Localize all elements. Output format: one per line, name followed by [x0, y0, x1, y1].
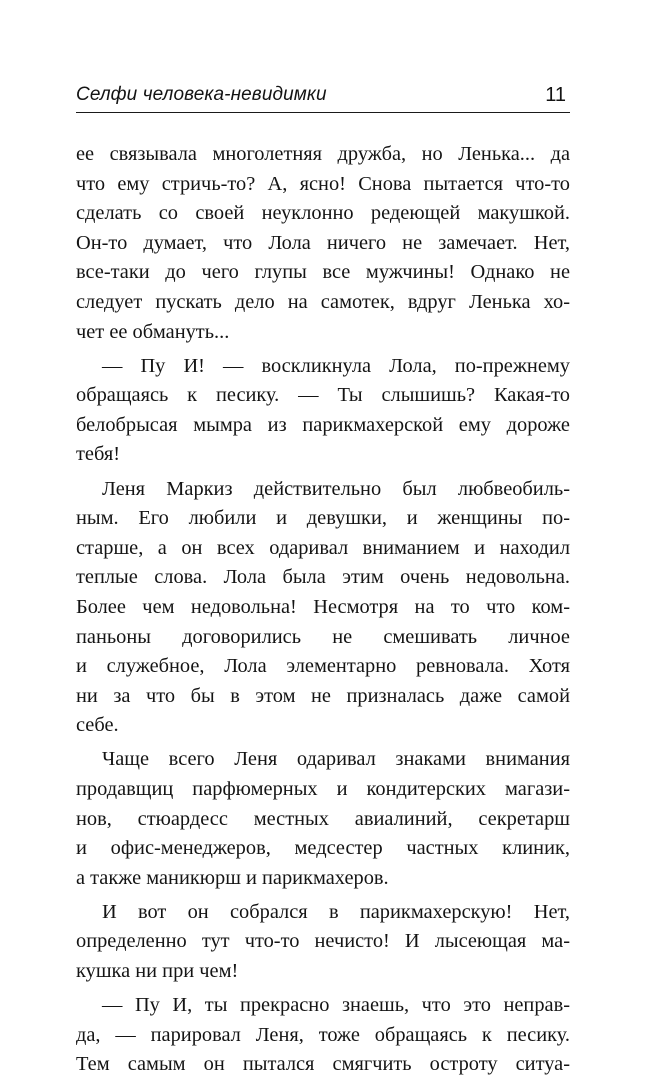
text-line: все-таки до чего глупы все мужчины! Однако не — [76, 261, 570, 284]
text-line: нов, стюардесс местных авиалиний, секретарш — [76, 807, 570, 830]
text-line: сделать со своей неуклонно редеющей макушкой. — [76, 202, 570, 225]
text-line: — Пу И, ты прекрасно знаешь, что это неправ- — [102, 994, 570, 1017]
page-number: 11 — [545, 84, 566, 106]
text-line: да, — парировал Леня, тоже обращаясь к песику. — [76, 1023, 570, 1046]
text-line: ни за что бы в этом не призналась даже самой — [76, 684, 570, 707]
body-text — [76, 140, 570, 1080]
paragraph — [76, 898, 570, 987]
text-line: следует пускать дело на самотек, вдруг Ленька хо- — [76, 290, 570, 313]
text-line: — Пу И! — воскликнула Лола, по-прежнему — [102, 354, 570, 377]
text-line: и офис-менеджеров, медсестер частных клиник, — [76, 837, 570, 860]
paragraph — [76, 352, 570, 470]
text-line: а также маникюрш и парикмахеров. — [76, 866, 389, 889]
text-line: теплые слова. Лола была этим очень недовольна. — [76, 566, 570, 589]
text-line: белобрысая мымра из парикмахерской ему дороже — [76, 413, 570, 436]
text-line: и служебное, Лола элементарно ревновала. Хотя — [76, 655, 570, 678]
paragraph — [76, 991, 570, 1080]
text-line: Тем самым он пытался смягчить остроту ситуа- — [76, 1053, 570, 1076]
text-line: паньоны договорились не смешивать личное — [76, 625, 570, 648]
text-line: Леня Маркиз действительно был любвеобиль- — [102, 477, 570, 500]
paragraph — [76, 745, 570, 893]
running-head — [76, 82, 568, 112]
text-line: что ему стричь-то? А, ясно! Снова пытается что-то — [76, 172, 570, 195]
paragraph — [76, 140, 570, 347]
text-line: Чаще всего Леня одаривал знаками внимания — [102, 748, 570, 771]
text-line: чет ее обмануть... — [76, 320, 230, 343]
text-line: продавщиц парфюмерных и кондитерских магази- — [76, 777, 570, 800]
text-line: определенно тут что-то нечисто! И лысеющая ма- — [76, 930, 570, 953]
text-line: Он-то думает, что Лола ничего не замечает. Нет, — [76, 231, 570, 254]
text-line: тебя! — [76, 443, 120, 466]
text-line: ее связывала многолетняя дружба, но Ленька... да — [76, 143, 570, 165]
text-line: себе. — [76, 714, 119, 737]
text-line: старше, а он всех одаривал вниманием и находил — [76, 536, 570, 559]
text-line: ным. Его любили и девушки, и женщины по- — [76, 507, 570, 530]
paragraph — [76, 475, 570, 741]
running-head-title: Селфи человека-невидимки — [76, 84, 327, 105]
text-line: кушка ни при чем! — [76, 960, 239, 983]
text-line: Более чем недовольна! Несмотря на то что ком- — [76, 595, 570, 618]
text-line: обращаясь к песику. — Ты слышишь? Какая-то — [76, 384, 570, 407]
text-line: И вот он собрался в парикмахерскую! Нет, — [102, 900, 570, 923]
header-rule — [76, 112, 570, 113]
